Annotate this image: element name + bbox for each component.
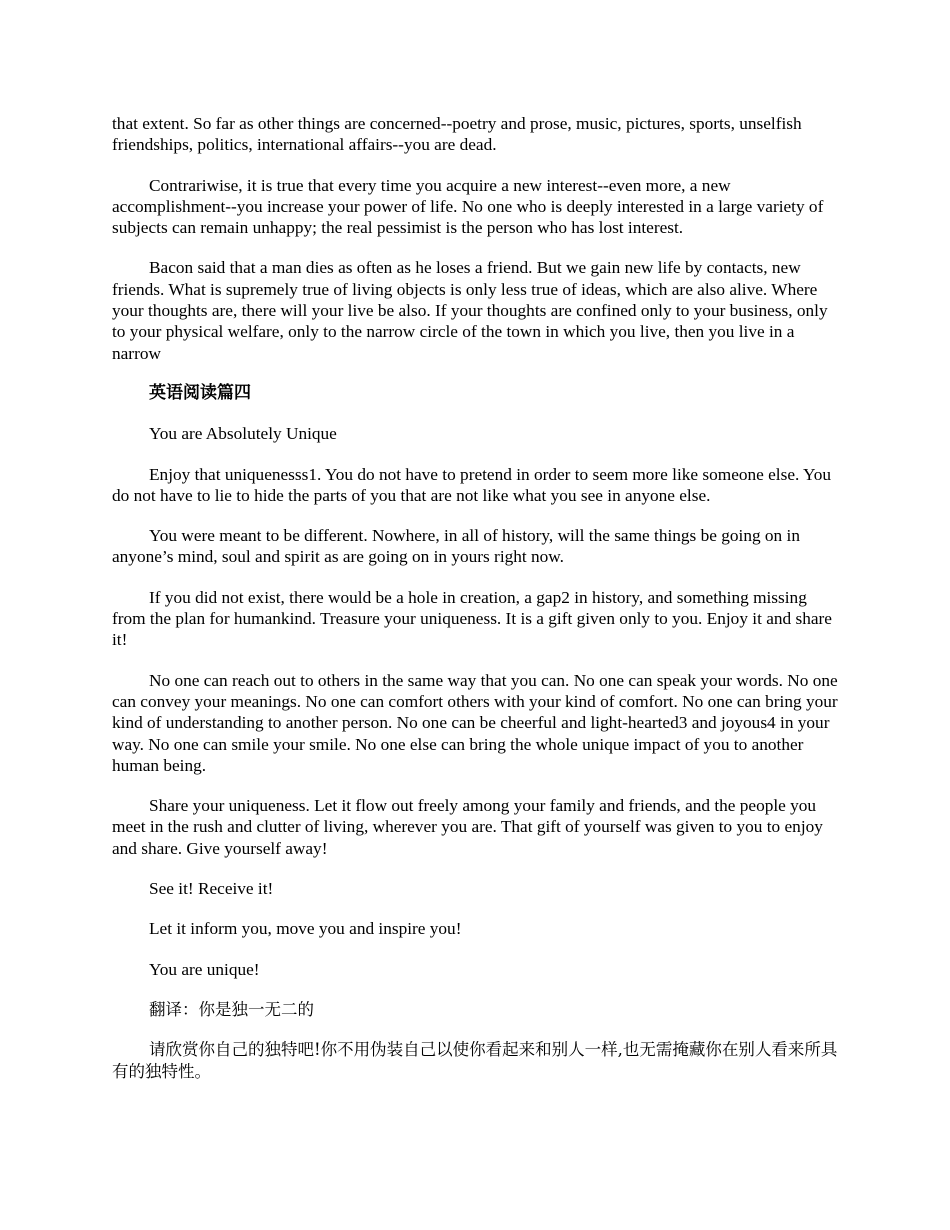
paragraph-8: Share your uniqueness. Let it flow out freely among your family and friends, and the people you meet in the rush and clutter of living, wherever you are. That gift of yourself was given to you to enjoy and share. Give yourself away! bbox=[112, 796, 823, 858]
paragraph-6: If you did not exist, there would be a hole in creation, a gap2 in history, and something missing from the plan for humankind. Treasure your uniqueness. It is a gift given only to you. Enjoy it and share it! bbox=[112, 587, 832, 650]
paragraph-4: Enjoy that uniquenesss1. You do not have to pretend in order to seem more like someone else. You do not have to lie to hide the parts of you that are not like what you see in anyone else. bbox=[112, 464, 832, 505]
paragraph-10: Let it inform you, move you and inspire you! bbox=[149, 919, 462, 939]
article-title: You are Absolutely Unique bbox=[149, 424, 337, 444]
paragraph-11: You are unique! bbox=[149, 959, 260, 979]
translation-paragraph: 请欣赏你自己的独特吧!你不用伪装自己以使你看起来和别人一样,也无需掩藏你在别人看来所具有的独特性。 bbox=[112, 1040, 838, 1081]
translation-title: 翻译：你是独一无二的 bbox=[149, 999, 314, 1019]
paragraph-7: No one can reach out to others in the same way that you can. No one can speak your words. No one can convey your meanings. No one can comfort others with your kind of comfort. No one can bring your kind of understanding to another person. No one can be cheerful and light-hearted3 and joyous4 in your way. No one can smile your smile. No one else can bring the whole unique impact of you to another human being. bbox=[112, 670, 838, 775]
paragraph-5: You were meant to be different. Nowhere, in all of history, will the same things be going on in anyone’s mind, soul and spirit as are going on in yours right now. bbox=[112, 526, 800, 567]
paragraph-9: See it! Receive it! bbox=[149, 879, 274, 899]
paragraph-2: Contrariwise, it is true that every time you acquire a new interest--even more, a new accomplishment--you increase your power of life. No one who is deeply interested in a large variety of subjects can remain unhappy; the real pessimist is the person who has lost interest. bbox=[112, 175, 824, 238]
paragraph-1: that extent. So far as other things are concerned--poetry and prose, music, pictures, sports, unselfish friendships, politics, international affairs--you are dead. bbox=[112, 114, 802, 155]
section-heading: 英语阅读篇四 bbox=[149, 382, 251, 403]
paragraph-3: Bacon said that a man dies as often as he loses a friend. But we gain new life by contacts, new friends. What is supremely true of living objects is only less true of ideas, which are also alive. Where your thoughts are, there will your live be also. If your thoughts are confined only to your business, only to your physical welfare, only to the narrow circle of the town in which you live, then you live in a narrow bbox=[112, 258, 828, 363]
document-page bbox=[112, 113, 838, 1101]
